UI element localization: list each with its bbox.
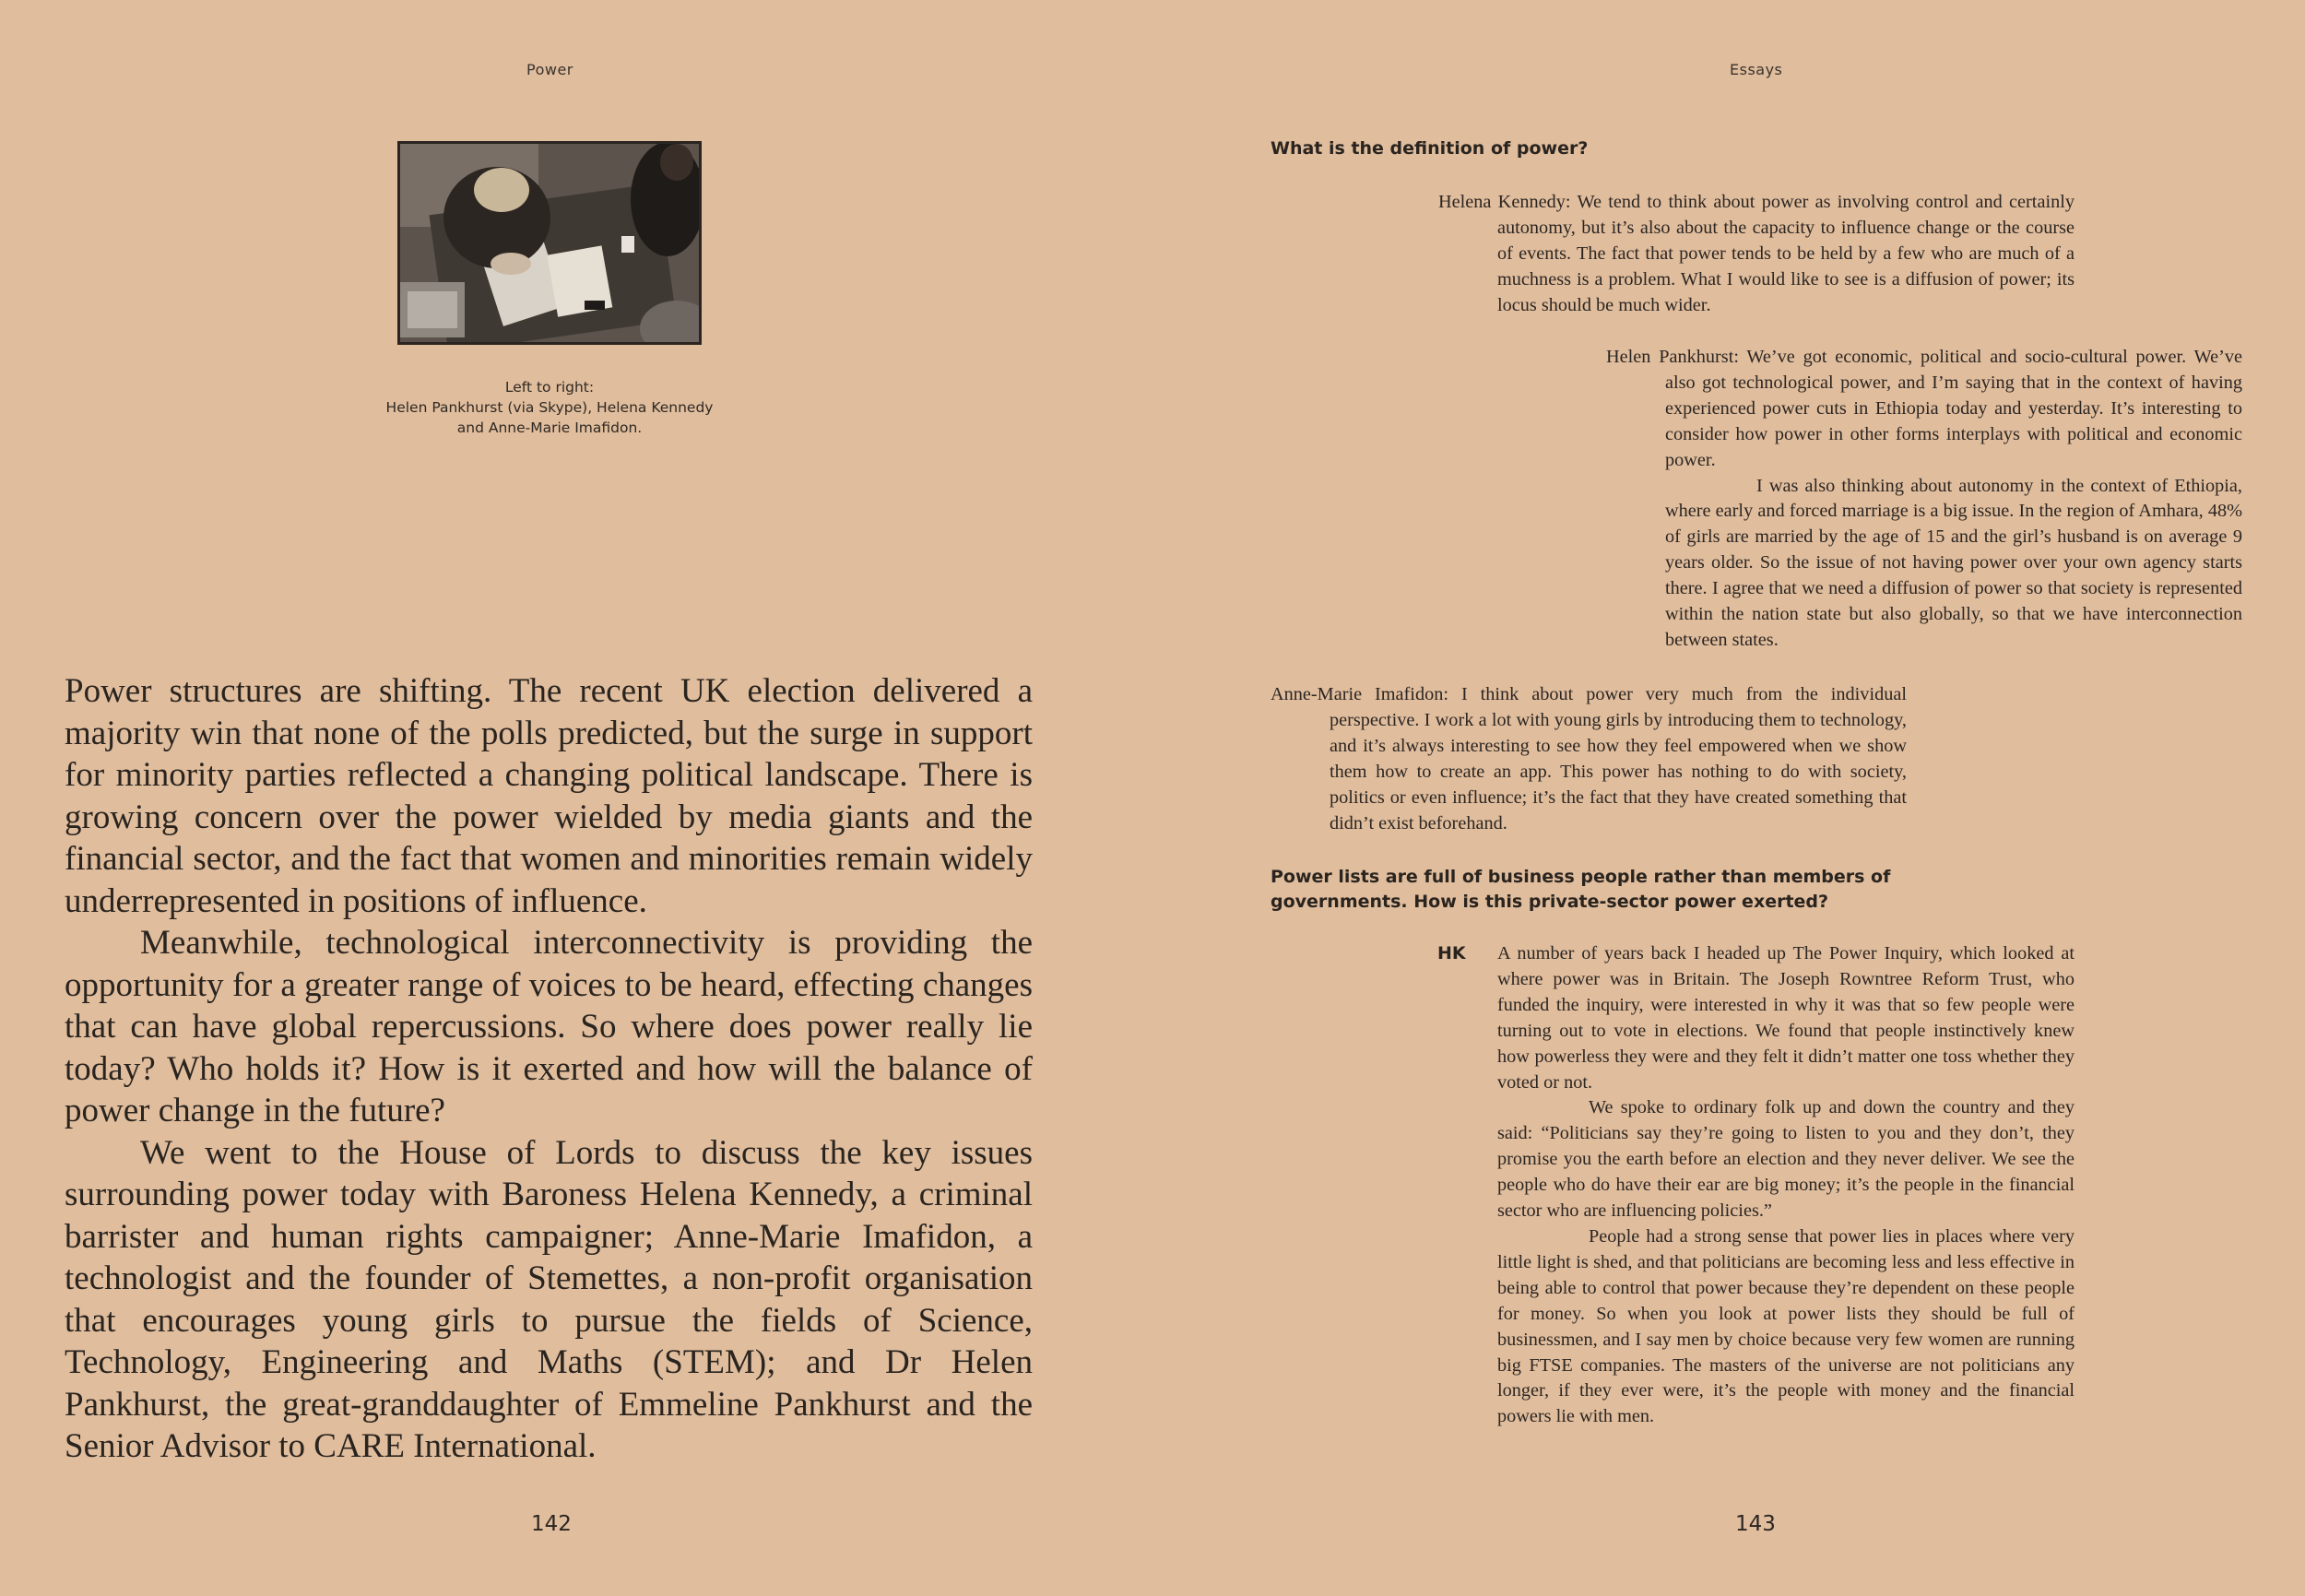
answer-text: I was also thinking about autonomy in the context of Ethiopia, where early and forced marriage is a big issue. In the region of Amhara, 48% of girls are married by the age of 15 and the girl’s husband is on average 9 years older. So the issue of not having power over your own agency starts there. I agree that we need a diffusion of power so that society is represented within the nation state but also globally, so that we have interconnection between states. bbox=[1665, 475, 2242, 650]
intro-text bbox=[65, 670, 1033, 1468]
running-head-left: Power bbox=[526, 61, 573, 78]
question-text: What is the definition of power? bbox=[1271, 138, 1589, 159]
speaker-initials: HK bbox=[1437, 943, 1466, 964]
caption-line: and Anne-Marie Imafidon. bbox=[456, 420, 643, 436]
speaker-name: Helena Kennedy: bbox=[1438, 192, 1571, 212]
answer-helen-pankhurst bbox=[1606, 345, 2242, 654]
answer-text: We spoke to ordinary folk up and down the country and they said: “Politicians say they’re going to listen to you and they don’t, they promise you the earth before an election and they never deliver. We see the people who do have their ear are big money; it’s the people in the financial sector who are influencing policies.” bbox=[1497, 1097, 2074, 1222]
answer-hk bbox=[1497, 941, 2074, 1430]
answer-text: We’ve got economic, political and socio-cultural power. We’ve also got technological power, and I’m saying that in the context of having experienced power cuts in Ethiopia today and yesterday. It’s interesting to consider how power in other forms interplays with political and economic power. bbox=[1665, 347, 2242, 470]
question-heading bbox=[1271, 136, 1934, 161]
page-number-right: 143 bbox=[1735, 1512, 1776, 1536]
photo-illustration bbox=[400, 144, 699, 342]
intro-paragraph: We went to the House of Lords to discuss the key issues surrounding power today with Baroness Helena Kennedy, a criminal barrister and human rights campaigner; Anne-Marie Imafidon, a technologist and the founder of Stemettes, a non-profit organisation that encourages young girls to pursue the fields of Science, Technology, Engineering and Maths (STEM); and Dr Helen Pankhurst, the great-granddaughter of Emmeline Pankhurst and the Senior Advisor to CARE International. bbox=[65, 1133, 1033, 1465]
speaker-name: Helen Pankhurst: bbox=[1606, 347, 1739, 367]
photo-panel-discussion bbox=[397, 141, 702, 345]
answer-text: We tend to think about power as involving control and certainly autonomy, but it’s also about the capacity to influence change or the course of events. The fact that power tends to be held by a few who are much of a muchness is a problem. What I would like to see is a diffusion of power; its locus should be much wider. bbox=[1497, 192, 2074, 315]
answer-text: People had a strong sense that power lies in places where very little light is shed, and that politicians are becoming less and less effective in being able to control that power because they’re dependent on these people for money. So when you look at power lists they should be full of businessmen, and I say men by choice because very few women are running big FTSE companies. The masters of the universe are not politicians any longer, if they ever were, it’s the people with money and the financial powers lie with men. bbox=[1497, 1225, 2074, 1427]
caption-line: Helen Pankhurst (via Skype), Helena Kennedy bbox=[385, 399, 714, 416]
question-heading bbox=[1271, 865, 1934, 915]
intro-paragraph: Power structures are shifting. The recent UK election delivered a majority win that none of the polls predicted, but the surge in support for minority parties reflected a changing political landscape. There is growing concern over the power wielded by media giants and the financial sector, and the fact that women and minorities remain widely underrepresented in positions of influence. bbox=[65, 672, 1033, 920]
intro-paragraph: Meanwhile, technological interconnectivity is providing the opportunity for a greater range of voices to be heard, effecting changes that can have global repercussions. So where does power really lie today? Who holds it? How is it exerted and how will the balance of power change in the future? bbox=[65, 924, 1033, 1129]
page-number-left: 142 bbox=[531, 1512, 572, 1536]
question-text: governments. How is this private-sector power exerted? bbox=[1271, 892, 1829, 912]
question-text: Power lists are full of business people rather than members of bbox=[1271, 867, 1891, 887]
speaker-name: Anne-Marie Imafidon: bbox=[1271, 684, 1449, 704]
answer-text: I think about power very much from the individual perspective. I work a lot with young girls by introducing them to technology, and it’s always interesting to see how they feel empowered when we show them how to create an app. This power has nothing to do with society, politics or even influence; it’s the fact that they have created something that didn’t exist beforehand. bbox=[1330, 684, 1908, 833]
caption-line: Left to right: bbox=[504, 379, 595, 396]
answer-helena-kennedy bbox=[1438, 190, 2074, 319]
photo-caption bbox=[332, 377, 767, 438]
running-head-right: Essays bbox=[1730, 61, 1783, 78]
answer-text: A number of years back I headed up The Power Inquiry, which looked at where power was in Britain. The Joseph Rowntree Reform Trust, who funded the inquiry, were interested in why it was that so few people were turning out to vote in elections. We found that people instinctively knew how powerless they were and they felt it didn’t matter one toss whether they voted or not. bbox=[1497, 943, 2074, 1093]
answer-anne-marie-imafidon bbox=[1271, 682, 1907, 836]
